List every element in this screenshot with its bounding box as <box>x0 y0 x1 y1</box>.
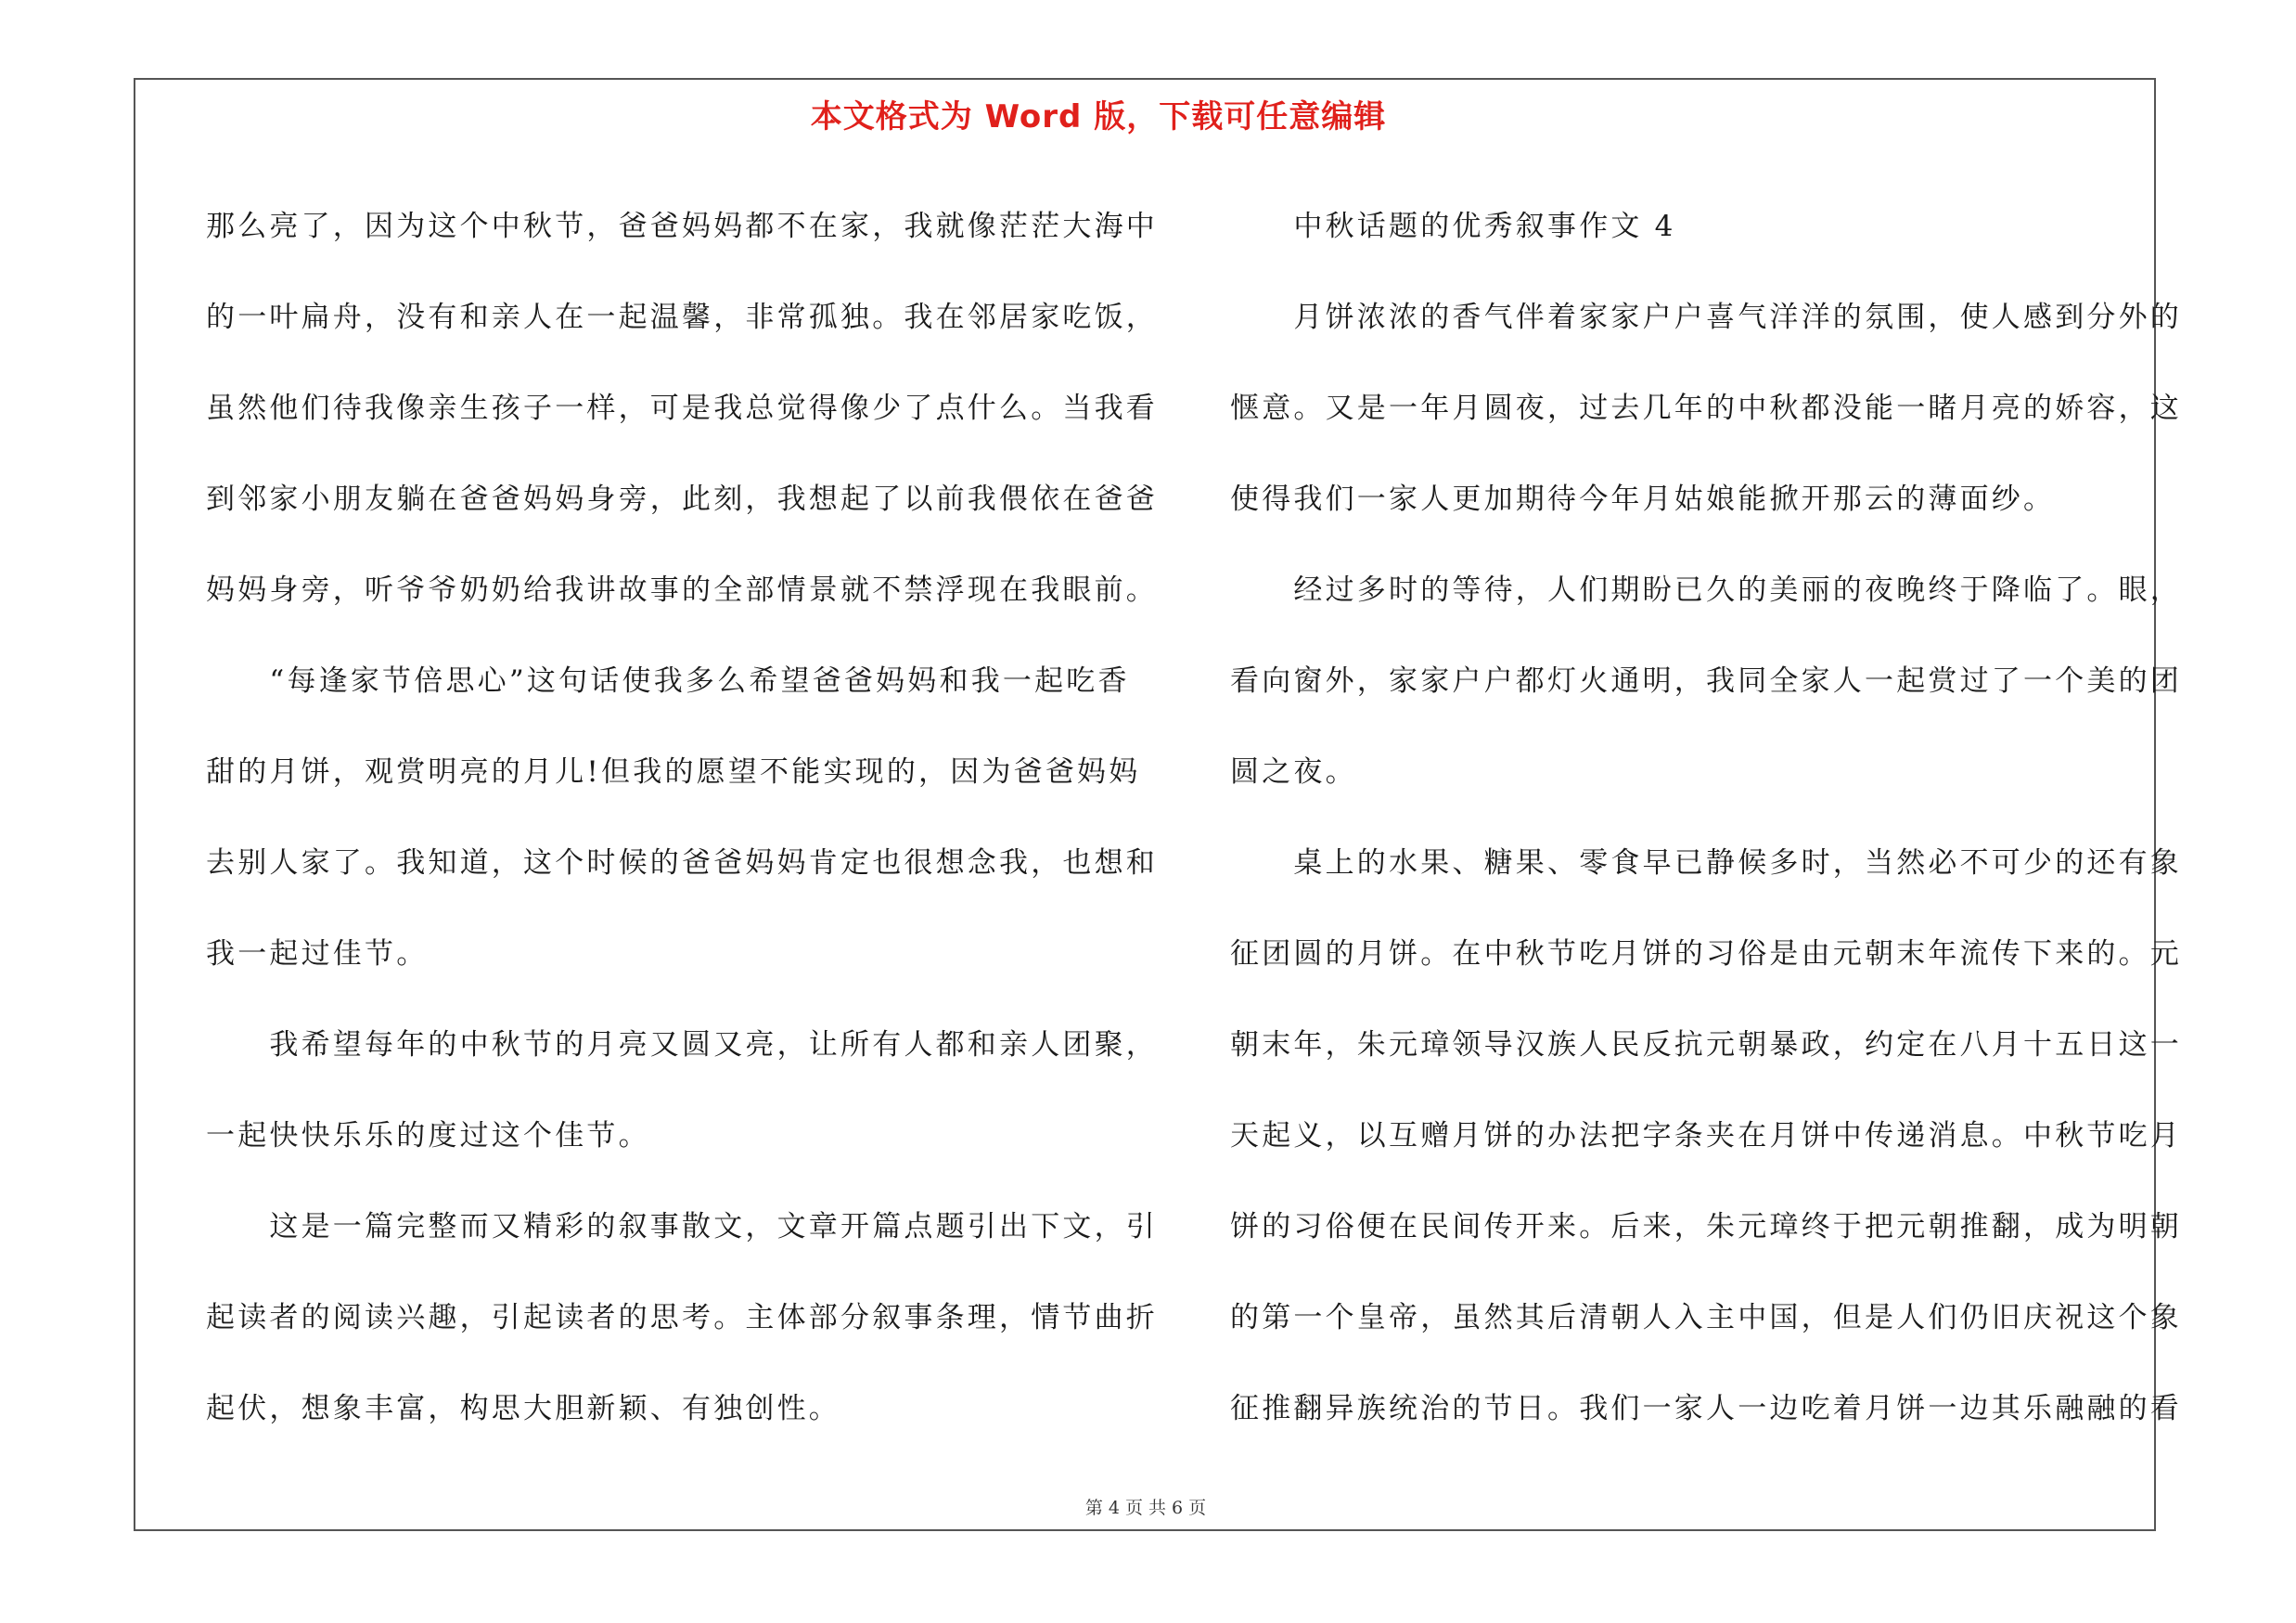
left-column-line: 到邻家小朋友躺在爸爸妈妈身旁，此刻，我想起了以前我偎依在爸爸 <box>206 483 1158 516</box>
left-column-line: 妈妈身旁，听爷爷奶奶给我讲故事的全部情景就不禁浮现在我眼前。 <box>206 573 1158 607</box>
left-column-line: 起伏，想象丰富，构思大胆新颖、有独创性。 <box>206 1392 840 1425</box>
left-column-line: 虽然他们待我像亲生孩子一样，可是我总觉得像少了点什么。当我看 <box>206 392 1158 425</box>
left-column-line: 起读者的阅读兴趣，引起读者的思考。主体部分叙事条理，情节曲折 <box>206 1301 1158 1334</box>
left-column-line: 的一叶扁舟，没有和亲人在一起温馨，非常孤独。我在邻居家吃饭， <box>206 301 1158 334</box>
left-column-line: 去别人家了。我知道，这个时候的爸爸妈妈肯定也很想念我，也想和 <box>206 846 1158 880</box>
left-column-line: 甜的月饼，观赏明亮的月儿!但我的愿望不能实现的，因为爸爸妈妈 <box>206 755 1141 789</box>
left-column-line: 这是一篇完整而又精彩的叙事散文，文章开篇点题引出下文，引 <box>206 1210 1158 1243</box>
right-text-column <box>1230 181 2182 1454</box>
right-column-line: 月饼浓浓的香气伴着家家户户喜气洋洋的氛围，使人感到分外的 <box>1230 301 2182 334</box>
right-column-line: 的第一个皇帝，虽然其后清朝人入主中国，但是人们仍旧庆祝这个象 <box>1230 1301 2182 1334</box>
page-number-footer: 第 4 页 共 6 页 <box>1084 1498 1207 1518</box>
right-column-line: 朝末年，朱元璋领导汉族人民反抗元朝暴政，约定在八月十五日这一 <box>1230 1028 2182 1062</box>
right-column-line: 看向窗外，家家户户都灯火通明，我同全家人一起赏过了一个美的团 <box>1230 664 2182 698</box>
right-column-line: 中秋话题的优秀叙事作文 4 <box>1230 210 1676 243</box>
right-column-line: 桌上的水果、糖果、零食早已静候多时，当然必不可少的还有象 <box>1230 846 2182 880</box>
left-column-line: 那么亮了，因为这个中秋节，爸爸妈妈都不在家，我就像茫茫大海中 <box>206 210 1158 243</box>
right-column-line: 征团圆的月饼。在中秋节吃月饼的习俗是由元朝末年流传下来的。元 <box>1230 937 2182 971</box>
right-column-line: 圆之夜。 <box>1230 755 1357 789</box>
left-column-line: 一起快快乐乐的度过这个佳节。 <box>206 1119 650 1153</box>
left-column-line: 我一起过佳节。 <box>206 937 429 971</box>
right-column-line: 使得我们一家人更加期待今年月姑娘能掀开那云的薄面纱。 <box>1230 483 2056 516</box>
word-format-banner: 本文格式为 Word 版，下载可任意编辑 <box>810 98 1387 135</box>
right-column-line: 饼的习俗便在民间传开来。后来，朱元璋终于把元朝推翻，成为明朝 <box>1230 1210 2182 1243</box>
right-column-line: 征推翻异族统治的节日。我们一家人一边吃着月饼一边其乐融融的看 <box>1230 1392 2182 1425</box>
left-text-column <box>206 181 1158 1454</box>
left-column-line: 我希望每年的中秋节的月亮又圆又亮，让所有人都和亲人团聚， <box>206 1028 1158 1062</box>
left-column-line: “每逢家节倍思心”这句话使我多么希望爸爸妈妈和我一起吃香 <box>206 664 1130 698</box>
right-column-line: 惬意。又是一年月圆夜，过去几年的中秋都没能一睹月亮的娇容，这 <box>1230 392 2182 425</box>
right-column-line: 经过多时的等待，人们期盼已久的美丽的夜晚终于降临了。眼， <box>1230 573 2182 607</box>
right-column-line: 天起义，以互赠月饼的办法把字条夹在月饼中传递消息。中秋节吃月 <box>1230 1119 2182 1153</box>
